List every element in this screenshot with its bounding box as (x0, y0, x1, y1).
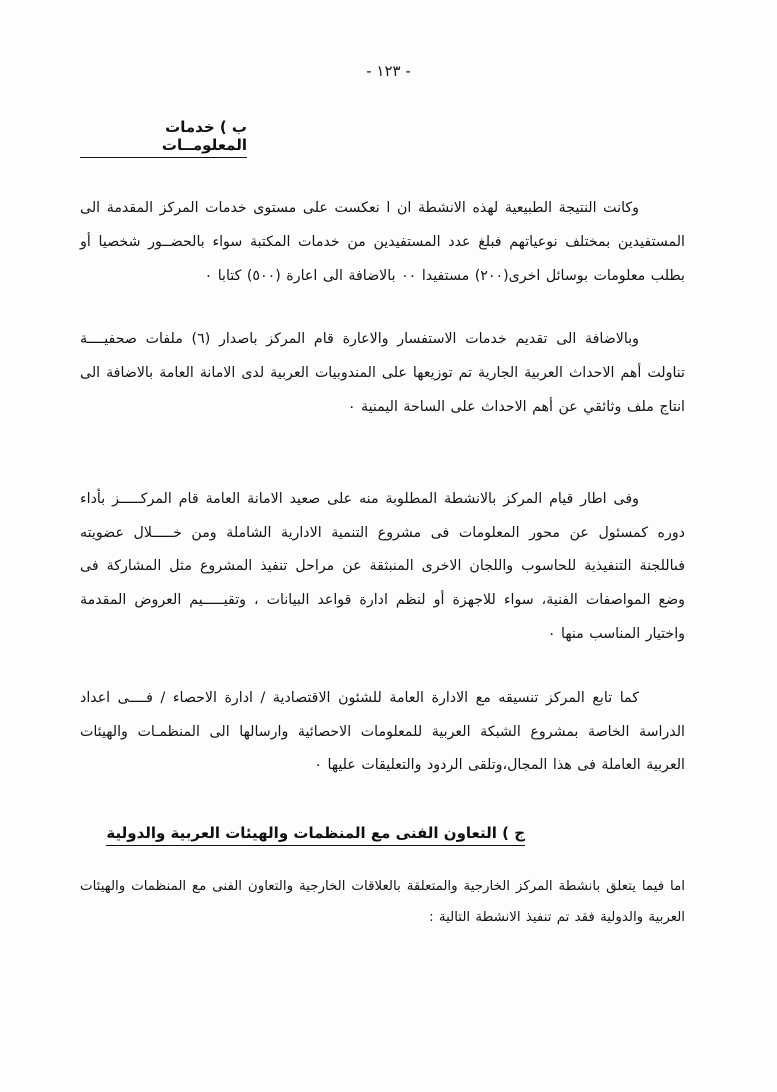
paragraph-services-3 (80, 483, 685, 652)
section-heading-services: ب ) خدمات المعلومــات (80, 118, 247, 158)
paragraph-services-1 (80, 192, 685, 293)
paragraph-block (80, 323, 685, 424)
paragraph-text: وكانت النتيجة الطبيعية لهذه الانشطة ان ا نعكست على مستوى خدمات المركز المقدمة الى المستفيدين بمختلف نوعياتهم فبلغ عدد المستفيدين من خدمات المكتبة سواء بالحضــور شخصيا أو بطلب معلومات بوسائل اخرى(٢٠٠) مستفيدا ٠٠ بالاضافة الى اعارة (٥٠٠) كتابا ٠ (80, 200, 685, 284)
paragraph-block (80, 192, 685, 293)
paragraph-text: وفى اطار قيام المركز بالانشطة المطلوبة منه على صعيد الامانة العامة قام المركـــــز بأداء دوره كمسئول عن محور المعلومات فى مشروع التنمية الادارية الشاملة ومن خـــــلال عضويته فىاللجنة التنفيذية للحاسوب واللجان الاخرى المنبثقة عن مراحل تنفيذ المشروع مثل المشاركة فى وضع المواصفات الفنية، سواء للاجهزة أو لنظم ادارة قواعد البيانات ، وتقيـــــيم العروض المقدمة واختيار المناسب منها ٠ (80, 490, 685, 642)
page-number: - ١٢٣ - (366, 62, 411, 80)
paragraph-text: اما فيما يتعلق بانشطة المركز الخارجية والمتعلقة بالعلاقات الخارجية والتعاون الفنى مع المنظمات والهيئات العربية والدولية فقد تم تنفيذ الانشطة التالية : (80, 879, 685, 925)
paragraph-text: وبالاضافة الى تقديم خدمات الاستفسار والاعارة قام المركز باصدار (٦) ملفات صحفيــــة تناولت أهم الاحداث العربية الجارية تم توزيعها على المندوبيات العربية لدى الامانة العامة بالاضافة الى انتاج ملف وثائقي عن أهم الاحداث على الساحة اليمنية ٠ (80, 331, 685, 415)
paragraph-block (80, 872, 685, 934)
paragraph-services-2 (80, 323, 685, 424)
paragraph-text: كما تابع المركز تنسيقه مع الادارة العامة للشئون الاقتصادية / ادارة الاحصاء / فــــى اعداد الدراسة الخاصة بمشروع الشبكة العربية للمعلومات الاحصائية وارسالها الى المنظمـات والهيئات العربية العاملة فى هذا المجال،وتلقى الردود والتعليقات عليها ٠ (80, 689, 685, 774)
paragraph-block (80, 682, 685, 783)
section-heading-cooperation: ج ) التعاون الفنى مع المنظمات والهيئات العربية والدولية (106, 824, 525, 846)
paragraph-block (80, 483, 685, 652)
paragraph-cooperation-1 (80, 872, 685, 934)
section-heading-cooperation-wrap (80, 823, 685, 850)
page-content (80, 118, 685, 934)
section-heading-services-wrap (80, 118, 685, 162)
paragraph-services-4 (80, 682, 685, 783)
